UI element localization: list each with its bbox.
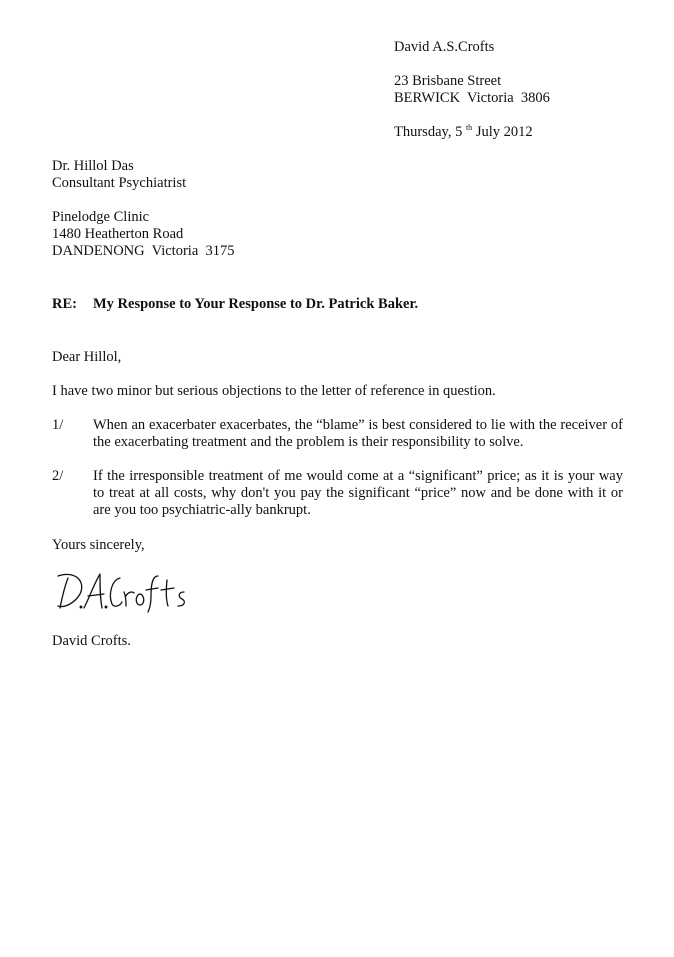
- subject-prefix: RE:: [52, 296, 77, 312]
- sender-city: BERWICK Victoria 3806: [394, 90, 550, 106]
- salutation: Dear Hillol,: [52, 349, 122, 365]
- recipient-name: Dr. Hillol Das: [52, 158, 134, 174]
- recipient-street: 1480 Heatherton Road: [52, 226, 184, 242]
- recipient-org: Pinelodge Clinic: [52, 209, 150, 225]
- point-1-text: When an exacerbater exacerbates, the “blame” is best considered to lie with the receiver of the exacerbating treatment and the problem is their responsibility to solve.: [93, 417, 623, 450]
- sender-street: 23 Brisbane Street: [394, 73, 502, 89]
- date-month-year: July 2012: [472, 124, 533, 140]
- subject-text: My Response to Your Response to Dr. Patrick Baker.: [93, 296, 419, 312]
- point-2-number: 2/: [52, 468, 64, 484]
- handwritten-signature: [54, 566, 214, 616]
- signoff-name: David Crofts.: [52, 633, 131, 649]
- recipient-title: Consultant Psychiatrist: [52, 175, 187, 191]
- sender-name: David A.S.Crofts: [394, 39, 495, 55]
- closing: Yours sincerely,: [52, 537, 145, 553]
- recipient-city: DANDENONG Victoria 3175: [52, 243, 235, 259]
- letter-date: [394, 124, 533, 142]
- point-2-text: If the irresponsible treatment of me would come at a “significant” price; as it is your way to treat at all costs, why don't you pay the significant “price” now and be done with it or are you too psychiatric-ally bankrupt.: [93, 468, 623, 518]
- date-ordinal: th: [465, 123, 473, 132]
- intro-paragraph: I have two minor but serious objections to the letter of reference in question.: [52, 383, 496, 399]
- point-1-number: 1/: [52, 417, 64, 433]
- date-day: Thursday, 5: [394, 124, 463, 140]
